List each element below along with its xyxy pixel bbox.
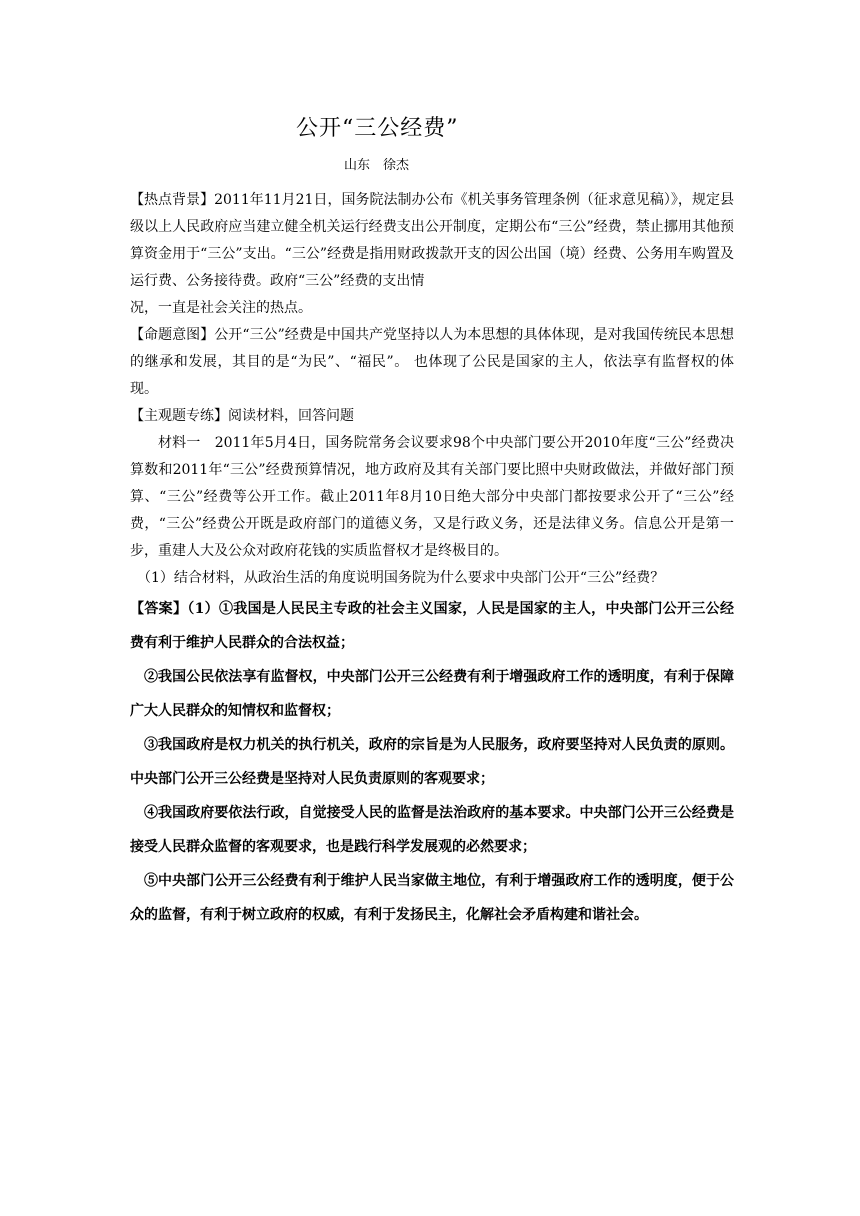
paragraph-answer-4: ④我国政府要依法行政，自觉接受人民的监督是法治政府的基本要求。中央部门公开三公经费是接受人民群众监督的客观要求，也是践行科学发展观的必然要求； — [130, 805, 734, 855]
paragraph-intent: 【命题意图】公开“三公”经费是中国共产党坚持以人为本思想的具体体现，是对我国传统民本思想的继承和发展，其目的是“为民”、“福民”。 也体现了公民是国家的主人，依法享有监督权的体现。 — [130, 327, 734, 397]
answer-label: 【答案】 — [130, 601, 188, 617]
document-body — [130, 187, 734, 932]
paragraph-background: 【热点背景】2011年11月21日，国务院法制办公布《机关事务管理条例（征求意见稿）》，规定县级以上人民政府应当建立健全机关运行经费支出公开制度，定期公布“三公”经费，禁止挪用其他预算资金用于“三公”支出。“三公”经费是指用财政拨款开支的因公出国（境）经费、公务用车购置及运行费、公务接待费。政府“三公”经费的支出情 — [130, 192, 734, 289]
paragraph-question: （1）结合材料，从政治生活的角度说明国务院为什么要求中央部门公开“三公”经费？ — [137, 570, 665, 586]
paragraph-answer-5: ⑤中央部门公开三公经费有利于维护人民当家做主地位，有利于增强政府工作的透明度，便于公众的监督，有利于树立政府的权威，有利于发扬民主，化解社会矛盾构建和谐社会。 — [130, 873, 734, 923]
paragraph-material: 材料一 2011年5月4日，国务院常务会议要求98个中央部门要公开2010年度“三公”经费决算数和2011年“三公”经费预算情况，地方政府及其有关部门要比照中央财政做法，并做好部门预算、“三公”经费等公开工作。截止2011年8月10日绝大部分中央部门都按要求公开了“三公”经费，“三公”经费公开既是政府部门的道德义务，又是行政义务，还是法律义务。信息公开是第一步，重建人大及公众对政府花钱的实质监督权才是终极目的。 — [130, 435, 734, 559]
paragraph-answer-2: ②我国公民依法享有监督权，中央部门公开三公经费有利于增强政府工作的透明度，有利于保障广大人民群众的知情权和监督权； — [130, 669, 734, 719]
document-title: 公开“三公经费” — [296, 116, 459, 141]
paragraph-answer-3: ③我国政府是权力机关的执行机关，政府的宗旨是为人民服务，政府要坚持对人民负责的原则。中央部门公开三公经费是坚持对人民负责原则的客观要求； — [130, 737, 734, 787]
paragraph-background-continued: 况，一直是社会关注的热点。 — [130, 300, 312, 316]
answer-1-text: （1）①我国是人民民主专政的社会主义国家，人民是国家的主人，中央部门公开三公经费有利于维护人民群众的合法权益； — [130, 601, 734, 651]
document-author: 山东 徐杰 — [344, 158, 410, 173]
paragraph-answer-1 — [130, 592, 734, 660]
paragraph-practice: 【主观题专练】阅读材料，回答问题 — [130, 408, 354, 424]
